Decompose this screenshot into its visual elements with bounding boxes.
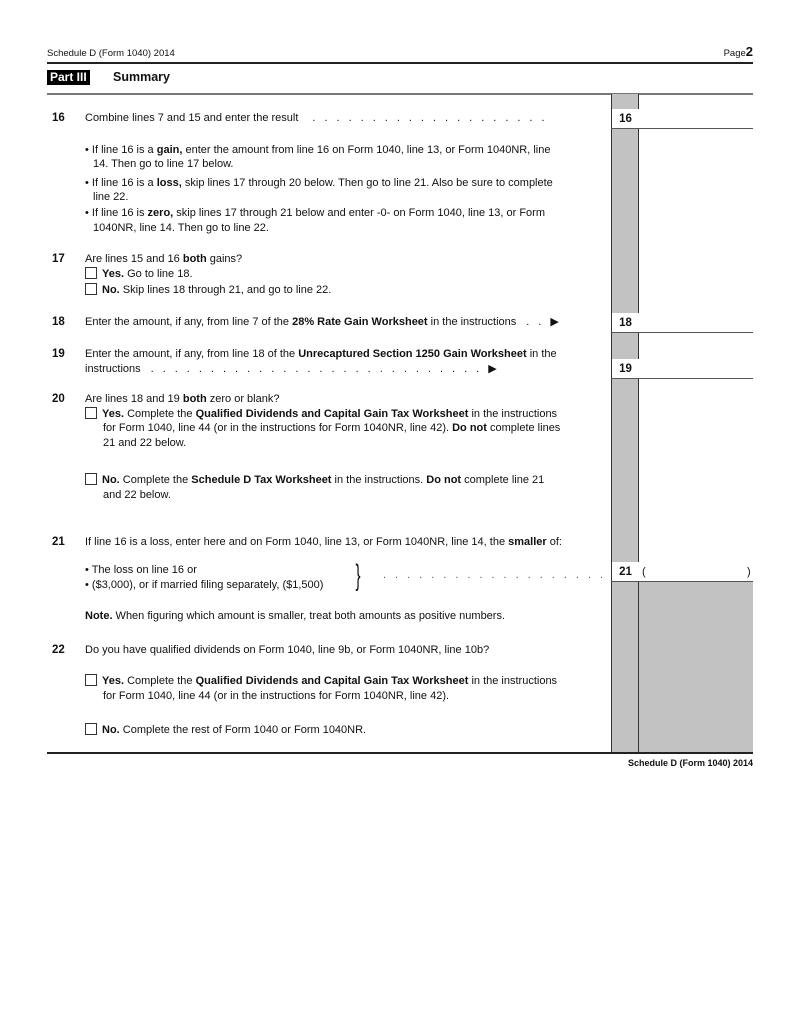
line-22-question: Do you have qualified dividends on Form 1040, line 9b, or Form 1040NR, line 10b? [85, 644, 490, 656]
line-number: 18 [52, 316, 65, 328]
t: in the instructions. [331, 474, 427, 486]
t: and 22 below. [103, 489, 171, 501]
line-16-bullet-loss [85, 176, 553, 191]
arrow-icon: ▶ [550, 316, 559, 328]
t: in the instructions [468, 675, 558, 687]
part-title: Summary [113, 70, 170, 84]
line-21-option-1: • The loss on line 16 or [85, 564, 197, 576]
line-20-yes-checkbox[interactable] [85, 407, 97, 419]
t: Do not [426, 474, 462, 486]
line-20-yes-option [85, 407, 557, 422]
t: Yes. [102, 408, 125, 420]
t: for Form 1040, line 44 (or in the instructions for Form 1040NR, line 42). [103, 690, 450, 702]
line-22-yes-option [85, 674, 557, 689]
t: Enter the amount, if any, from line 18 of the [85, 348, 299, 360]
page-number: 2 [745, 44, 753, 59]
paren-open: ( [642, 566, 646, 578]
line-18-amount-field[interactable] [611, 332, 753, 333]
t: Complete the [124, 675, 196, 687]
t: Are lines 18 and 19 [85, 393, 183, 405]
t: of: [546, 536, 562, 548]
t: complete line 21 [461, 474, 545, 486]
line-20-question [85, 392, 279, 407]
t: enter the amount from line 16 on Form 1040, line 13, or Form 1040NR, line [182, 144, 551, 156]
t: zero or blank? [206, 393, 280, 405]
arrow-icon: ▶ [488, 363, 497, 375]
line-20-no-option [85, 473, 544, 488]
divider [47, 93, 753, 95]
t: in the [526, 348, 557, 360]
line-21-option-2: • ($3,000), or if married filing separately, ($1,500) [85, 579, 324, 591]
page-label: Page [723, 48, 746, 59]
line-16-bullet-gain [85, 143, 550, 158]
part-tag: Part III [47, 70, 90, 85]
line-number: 21 [52, 536, 65, 548]
t: instructions [85, 363, 141, 375]
t: Complete the [124, 408, 196, 420]
line-21-amount-field[interactable] [611, 581, 753, 582]
t: • If line 16 is [85, 207, 148, 219]
t: When figuring which amount is smaller, treat both amounts as positive numbers. [112, 610, 506, 622]
t: gains? [206, 253, 243, 265]
t: Enter the amount, if any, from line 7 of the [85, 316, 293, 328]
line-17-yes-option [85, 267, 193, 282]
line-21-text [85, 535, 562, 550]
line-16-text: Combine lines 7 and 15 and enter the result .................... [85, 112, 554, 124]
footer-form-name: Schedule D (Form 1040) 2014 [627, 758, 753, 768]
t: gain, [156, 144, 183, 156]
t: Skip lines 18 through 21, and go to line 22. [119, 284, 332, 296]
t [103, 421, 560, 436]
t: smaller [508, 536, 547, 548]
box-label-16: 16 [612, 109, 639, 128]
line-17-no-option [85, 283, 331, 298]
t: Unrecaptured Section 1250 Gain Worksheet [298, 348, 527, 360]
t: Are lines 15 and 16 [85, 253, 183, 265]
t: Do not [452, 422, 487, 434]
t: Qualified Dividends and Capital Gain Tax Worksheet [195, 408, 469, 420]
t: No. [102, 724, 120, 736]
t: Complete the [119, 474, 192, 486]
t: in the instructions [468, 408, 558, 420]
t: • If line 16 is a [85, 144, 157, 156]
t: No. [102, 284, 120, 296]
t: • If line 16 is a [85, 177, 157, 189]
line-number: 17 [52, 253, 65, 265]
t: 21 and 22 below. [103, 437, 187, 449]
line-16-bullet-zero [85, 206, 545, 221]
line-17-no-checkbox[interactable] [85, 283, 97, 295]
t: Yes. [102, 675, 125, 687]
t: If line 16 is a loss, enter here and on Form 1040, line 13, or Form 1040NR, line 14, the [85, 536, 509, 548]
line-21-note [85, 609, 505, 624]
shaded-area [639, 581, 753, 752]
t: for Form 1040, line 44 (or in the instructions for Form 1040NR, line 42). [103, 422, 453, 434]
t: skip lines 17 through 20 below. Then go to line 21. Also be sure to complete [181, 177, 553, 189]
line-18-text: Enter the amount, if any, from line 7 of the 28% Rate Gain Worksheet in the instructions ..▶ [85, 316, 559, 328]
page-indicator [724, 45, 753, 62]
t: 1040NR, line 14. Then go to line 22. [93, 222, 269, 234]
t: 28% Rate Gain Worksheet [292, 316, 428, 328]
line-19-text-2: instructions ............................▶ [85, 363, 497, 375]
line-number: 16 [52, 112, 65, 124]
t: zero, [147, 207, 174, 219]
t: Go to line 18. [124, 268, 193, 280]
line-20-no-checkbox[interactable] [85, 473, 97, 485]
t: Yes. [102, 268, 125, 280]
t: 14. Then go to line 17 below. [93, 158, 234, 170]
line-22-yes-checkbox[interactable] [85, 674, 97, 686]
divider [47, 752, 753, 754]
line-number: 22 [52, 644, 65, 656]
text: Combine lines 7 and 15 and enter the result [85, 112, 299, 124]
t: line 22. [93, 191, 129, 203]
box-label-18: 18 [612, 313, 639, 332]
box-label-19: 19 [612, 359, 639, 378]
t: loss, [156, 177, 182, 189]
line-16-amount-field[interactable] [611, 128, 753, 129]
line-22-no-option [85, 723, 366, 738]
divider [47, 62, 753, 64]
form-page: Schedule D (Form 1040) 2014 Page2 Part III Summary 16 18 19 21 ( ) 16 Combine lines 7 and 15 and enter the result .................... • If line 16 is a gain, enter the amount from line 16 on Form 1040, line 13, or Form 1040NR, line 14. Then go to line 17 below. • If line 16 is a loss, skip lines 17 through 20 below. Then go to line 21. Also be sure to complete line 22. • If line 16 is zero, skip lines 17 through 21 below and enter -0- on Form 1040, line 13, or Form 1040NR, line 14. Then go to line 22. 17 Are lines 15 and 16 both gains? Yes. Go to line 18. No. Skip lines 18 through 21, and go to line 22. 18 Enter the amount, if any, from line 7 of the 28% Rate Gain Worksheet in the instructions ..▶ 19 Enter the amount, if any, from line 18 of the Unrecaptured Section 1250 Gain Worksheet in the instructions ............................▶ 20 Are lines 18 and 19 both zero or blank? Yes. Complete the Qualified Dividends and Capital Gain Tax Worksheet in the instructions for Form 1040, line 44 (or in the instructions for Form 1040NR, line 42). Do not complete lines 21 and 22 below. No. Complete the Schedule D Tax Worksheet in the instructions. Do not complete line 21 and 22 below. 21 If line 16 is a loss, enter here and on Form 1040, line 13, or Form 1040NR, line 14, the smaller of: • The loss on line 16 or • ($3,000), or if married filing separately, ($1,500) } ................... Note. When figuring which amount is smaller, treat both amounts as positive numbers. 22 Do you have qualified dividends on Form 1040, line 9b, or Form 1040NR, line 10b? Yes. Complete the Qualified Dividends and Capital Gain Tax Worksheet in the instructions for Form 1040, line 44 (or in the instructions for Form 1040NR, line 42). No. Complete the rest of Form 1040 or Form 1040NR. Schedule D (Form 1040) 2014 [0, 0, 800, 1035]
line-19-text [85, 347, 557, 362]
form-name: Schedule D (Form 1040) 2014 [47, 48, 175, 59]
line-number: 20 [52, 393, 65, 405]
box-label-21: 21 [612, 562, 639, 581]
line-number: 19 [52, 348, 65, 360]
paren-close: ) [747, 566, 751, 578]
t: Note. [85, 610, 113, 622]
t: complete lines [486, 422, 561, 434]
t: in the instructions [427, 316, 517, 328]
t: Schedule D Tax Worksheet [191, 474, 332, 486]
t: Qualified Dividends and Capital Gain Tax Worksheet [195, 675, 469, 687]
line-number-column [611, 94, 639, 752]
line-19-amount-field[interactable] [611, 378, 753, 379]
t: both [182, 393, 207, 405]
t: No. [102, 474, 120, 486]
t: skip lines 17 through 21 below and enter -0- on Form 1040, line 13, or Form [173, 207, 545, 219]
line-17-yes-checkbox[interactable] [85, 267, 97, 279]
brace-icon: } [355, 559, 361, 592]
line-17-question [85, 252, 242, 267]
t: both [182, 253, 207, 265]
t: Complete the rest of Form 1040 or Form 1040NR. [119, 724, 367, 736]
line-22-no-checkbox[interactable] [85, 723, 97, 735]
